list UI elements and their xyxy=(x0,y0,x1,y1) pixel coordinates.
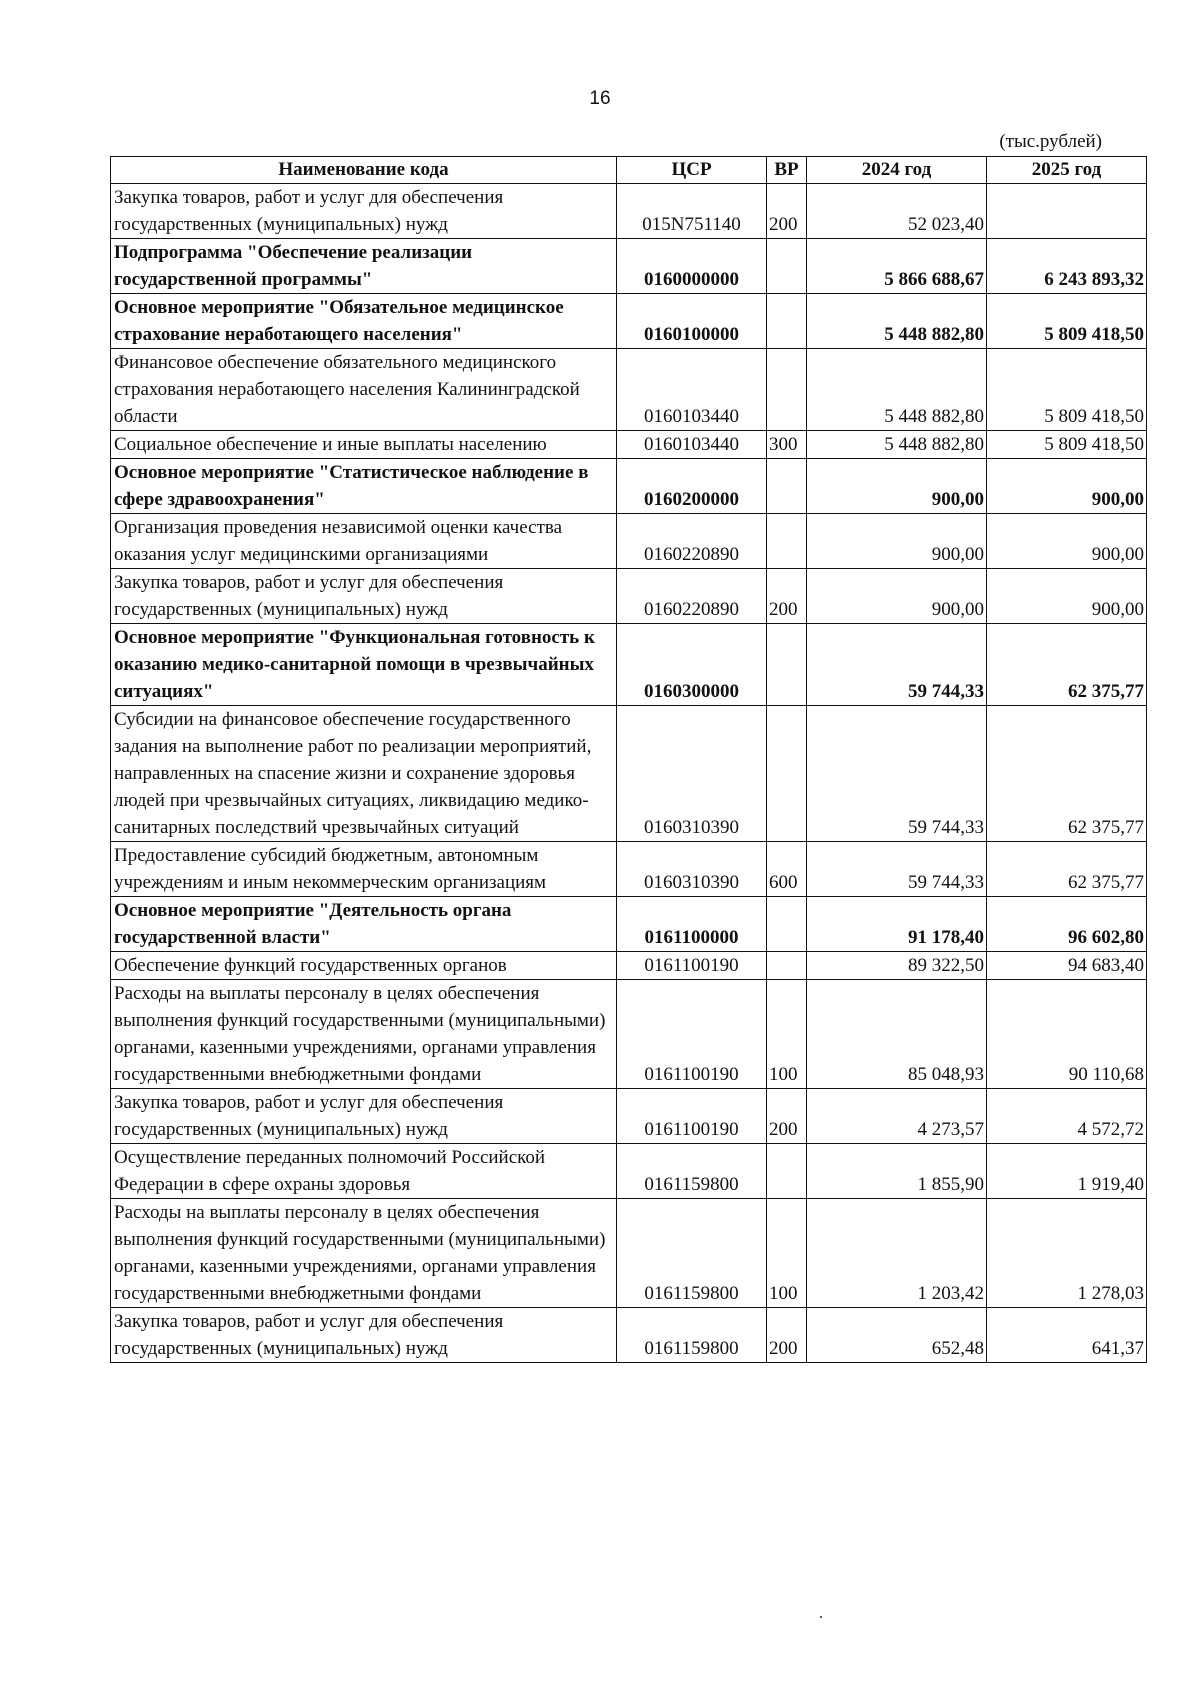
row-2024: 5 448 882,80 xyxy=(807,349,987,431)
header-csr: ЦСР xyxy=(617,157,767,184)
row-2025: 96 602,80 xyxy=(987,897,1147,952)
table-header-row xyxy=(111,157,1147,184)
table-row xyxy=(111,706,1147,842)
table-row xyxy=(111,514,1147,569)
row-vr xyxy=(767,294,807,349)
table-row xyxy=(111,980,1147,1089)
row-name: Расходы на выплаты персоналу в целях обеспечения выполнения функций государственными (муниципальными) органами, казенными учреждениями, органами управления государственными внебюджетными фондами xyxy=(111,1199,617,1308)
row-vr xyxy=(767,706,807,842)
row-vr: 300 xyxy=(767,431,807,459)
row-2025: 62 375,77 xyxy=(987,842,1147,897)
row-name: Организация проведения независимой оценки качества оказания услуг медицинскими организациями xyxy=(111,514,617,569)
row-name: Основное мероприятие "Статистическое наблюдение в сфере здравоохранения" xyxy=(111,459,617,514)
row-csr: 0160220890 xyxy=(617,514,767,569)
row-2024: 59 744,33 xyxy=(807,624,987,706)
row-name: Финансовое обеспечение обязательного медицинского страхования неработающего населения Калининградской области xyxy=(111,349,617,431)
budget-table xyxy=(110,156,1147,1363)
row-2025: 900,00 xyxy=(987,569,1147,624)
table-row xyxy=(111,1089,1147,1144)
row-vr: 200 xyxy=(767,569,807,624)
table-row xyxy=(111,294,1147,349)
row-2024: 59 744,33 xyxy=(807,842,987,897)
row-2025: 1 278,03 xyxy=(987,1199,1147,1308)
row-2025: 900,00 xyxy=(987,514,1147,569)
table-row xyxy=(111,569,1147,624)
row-vr: 200 xyxy=(767,1308,807,1363)
row-2024: 89 322,50 xyxy=(807,952,987,980)
row-vr xyxy=(767,459,807,514)
row-csr: 0160310390 xyxy=(617,842,767,897)
row-name: Закупка товаров, работ и услуг для обеспечения государственных (муниципальных) нужд xyxy=(111,1308,617,1363)
row-vr: 200 xyxy=(767,1089,807,1144)
row-vr: 100 xyxy=(767,980,807,1089)
row-vr xyxy=(767,624,807,706)
row-vr xyxy=(767,1144,807,1199)
row-2025: 4 572,72 xyxy=(987,1089,1147,1144)
row-csr: 0161100190 xyxy=(617,980,767,1089)
row-2025: 5 809 418,50 xyxy=(987,294,1147,349)
row-name: Основное мероприятие "Деятельность органа государственной власти" xyxy=(111,897,617,952)
row-name: Основное мероприятие "Обязательное медицинское страхование неработающего населения" xyxy=(111,294,617,349)
row-2024: 1 855,90 xyxy=(807,1144,987,1199)
row-2024: 900,00 xyxy=(807,459,987,514)
row-csr: 0161159800 xyxy=(617,1144,767,1199)
table-row xyxy=(111,842,1147,897)
header-2025: 2025 год xyxy=(987,157,1147,184)
row-2024: 5 448 882,80 xyxy=(807,431,987,459)
row-csr: 0160310390 xyxy=(617,706,767,842)
row-2025: 6 243 893,32 xyxy=(987,239,1147,294)
row-csr: 0161159800 xyxy=(617,1199,767,1308)
row-2024: 5 866 688,67 xyxy=(807,239,987,294)
row-2025: 900,00 xyxy=(987,459,1147,514)
row-2025: 5 809 418,50 xyxy=(987,431,1147,459)
header-2024: 2024 год xyxy=(807,157,987,184)
table-row xyxy=(111,184,1147,239)
row-csr: 0160000000 xyxy=(617,239,767,294)
row-2025: 90 110,68 xyxy=(987,980,1147,1089)
row-2024: 900,00 xyxy=(807,514,987,569)
row-2024: 652,48 xyxy=(807,1308,987,1363)
row-name: Основное мероприятие "Функциональная готовность к оказанию медико-санитарной помощи в чрезвычайных ситуациях" xyxy=(111,624,617,706)
row-csr: 0161159800 xyxy=(617,1308,767,1363)
row-vr: 200 xyxy=(767,184,807,239)
header-name: Наименование кода xyxy=(111,157,617,184)
table-row xyxy=(111,459,1147,514)
row-csr: 0160103440 xyxy=(617,349,767,431)
page-number: 16 xyxy=(589,88,611,109)
row-csr: 0161100190 xyxy=(617,1089,767,1144)
table-row xyxy=(111,1199,1147,1308)
row-name: Закупка товаров, работ и услуг для обеспечения государственных (муниципальных) нужд xyxy=(111,1089,617,1144)
table-row xyxy=(111,952,1147,980)
row-2024: 91 178,40 xyxy=(807,897,987,952)
row-vr xyxy=(767,239,807,294)
table-row xyxy=(111,431,1147,459)
row-name: Подпрограмма "Обеспечение реализации государственной программы" xyxy=(111,239,617,294)
row-2024: 5 448 882,80 xyxy=(807,294,987,349)
row-2024: 1 203,42 xyxy=(807,1199,987,1308)
header-vr: ВР xyxy=(767,157,807,184)
row-2024: 4 273,57 xyxy=(807,1089,987,1144)
units-label: (тыс.рублей) xyxy=(999,131,1102,152)
row-name: Социальное обеспечение и иные выплаты населению xyxy=(111,431,617,459)
row-csr: 015N751140 xyxy=(617,184,767,239)
row-2024: 52 023,40 xyxy=(807,184,987,239)
row-name: Осуществление переданных полномочий Российской Федерации в сфере охраны здоровья xyxy=(111,1144,617,1199)
table-row xyxy=(111,897,1147,952)
table-row xyxy=(111,1308,1147,1363)
row-csr: 0160300000 xyxy=(617,624,767,706)
row-vr: 600 xyxy=(767,842,807,897)
row-2025: 641,37 xyxy=(987,1308,1147,1363)
row-name: Предоставление субсидий бюджетным, автономным учреждениям и иным некоммерческим организациям xyxy=(111,842,617,897)
row-2024: 59 744,33 xyxy=(807,706,987,842)
row-2025: 5 809 418,50 xyxy=(987,349,1147,431)
row-2025: 62 375,77 xyxy=(987,706,1147,842)
row-csr: 0161100190 xyxy=(617,952,767,980)
row-csr: 0160100000 xyxy=(617,294,767,349)
row-2025: 62 375,77 xyxy=(987,624,1147,706)
row-2025: 94 683,40 xyxy=(987,952,1147,980)
table-row xyxy=(111,349,1147,431)
row-csr: 0160220890 xyxy=(617,569,767,624)
table-row xyxy=(111,624,1147,706)
row-2024: 85 048,93 xyxy=(807,980,987,1089)
row-vr: 100 xyxy=(767,1199,807,1308)
row-vr xyxy=(767,952,807,980)
row-name: Закупка товаров, работ и услуг для обеспечения государственных (муниципальных) нужд xyxy=(111,184,617,239)
table-row xyxy=(111,1144,1147,1199)
row-vr xyxy=(767,514,807,569)
row-csr: 0160103440 xyxy=(617,431,767,459)
row-2025: 1 919,40 xyxy=(987,1144,1147,1199)
row-name: Расходы на выплаты персоналу в целях обеспечения выполнения функций государственными (муниципальными) органами, казенными учреждениями, органами управления государственными внебюджетными фондами xyxy=(111,980,617,1089)
scan-speck xyxy=(820,1616,822,1618)
row-csr: 0161100000 xyxy=(617,897,767,952)
table-row xyxy=(111,239,1147,294)
row-name: Субсидии на финансовое обеспечение государственного задания на выполнение работ по реализации мероприятий, направленных на спасение жизни и сохранение здоровья людей при чрезвычайных ситуациях, ликвидацию медико-санитарных последствий чрезвычайных ситуаций xyxy=(111,706,617,842)
row-csr: 0160200000 xyxy=(617,459,767,514)
row-name: Закупка товаров, работ и услуг для обеспечения государственных (муниципальных) нужд xyxy=(111,569,617,624)
row-2025 xyxy=(987,184,1147,239)
row-vr xyxy=(767,349,807,431)
row-2024: 900,00 xyxy=(807,569,987,624)
row-name: Обеспечение функций государственных органов xyxy=(111,952,617,980)
row-vr xyxy=(767,897,807,952)
